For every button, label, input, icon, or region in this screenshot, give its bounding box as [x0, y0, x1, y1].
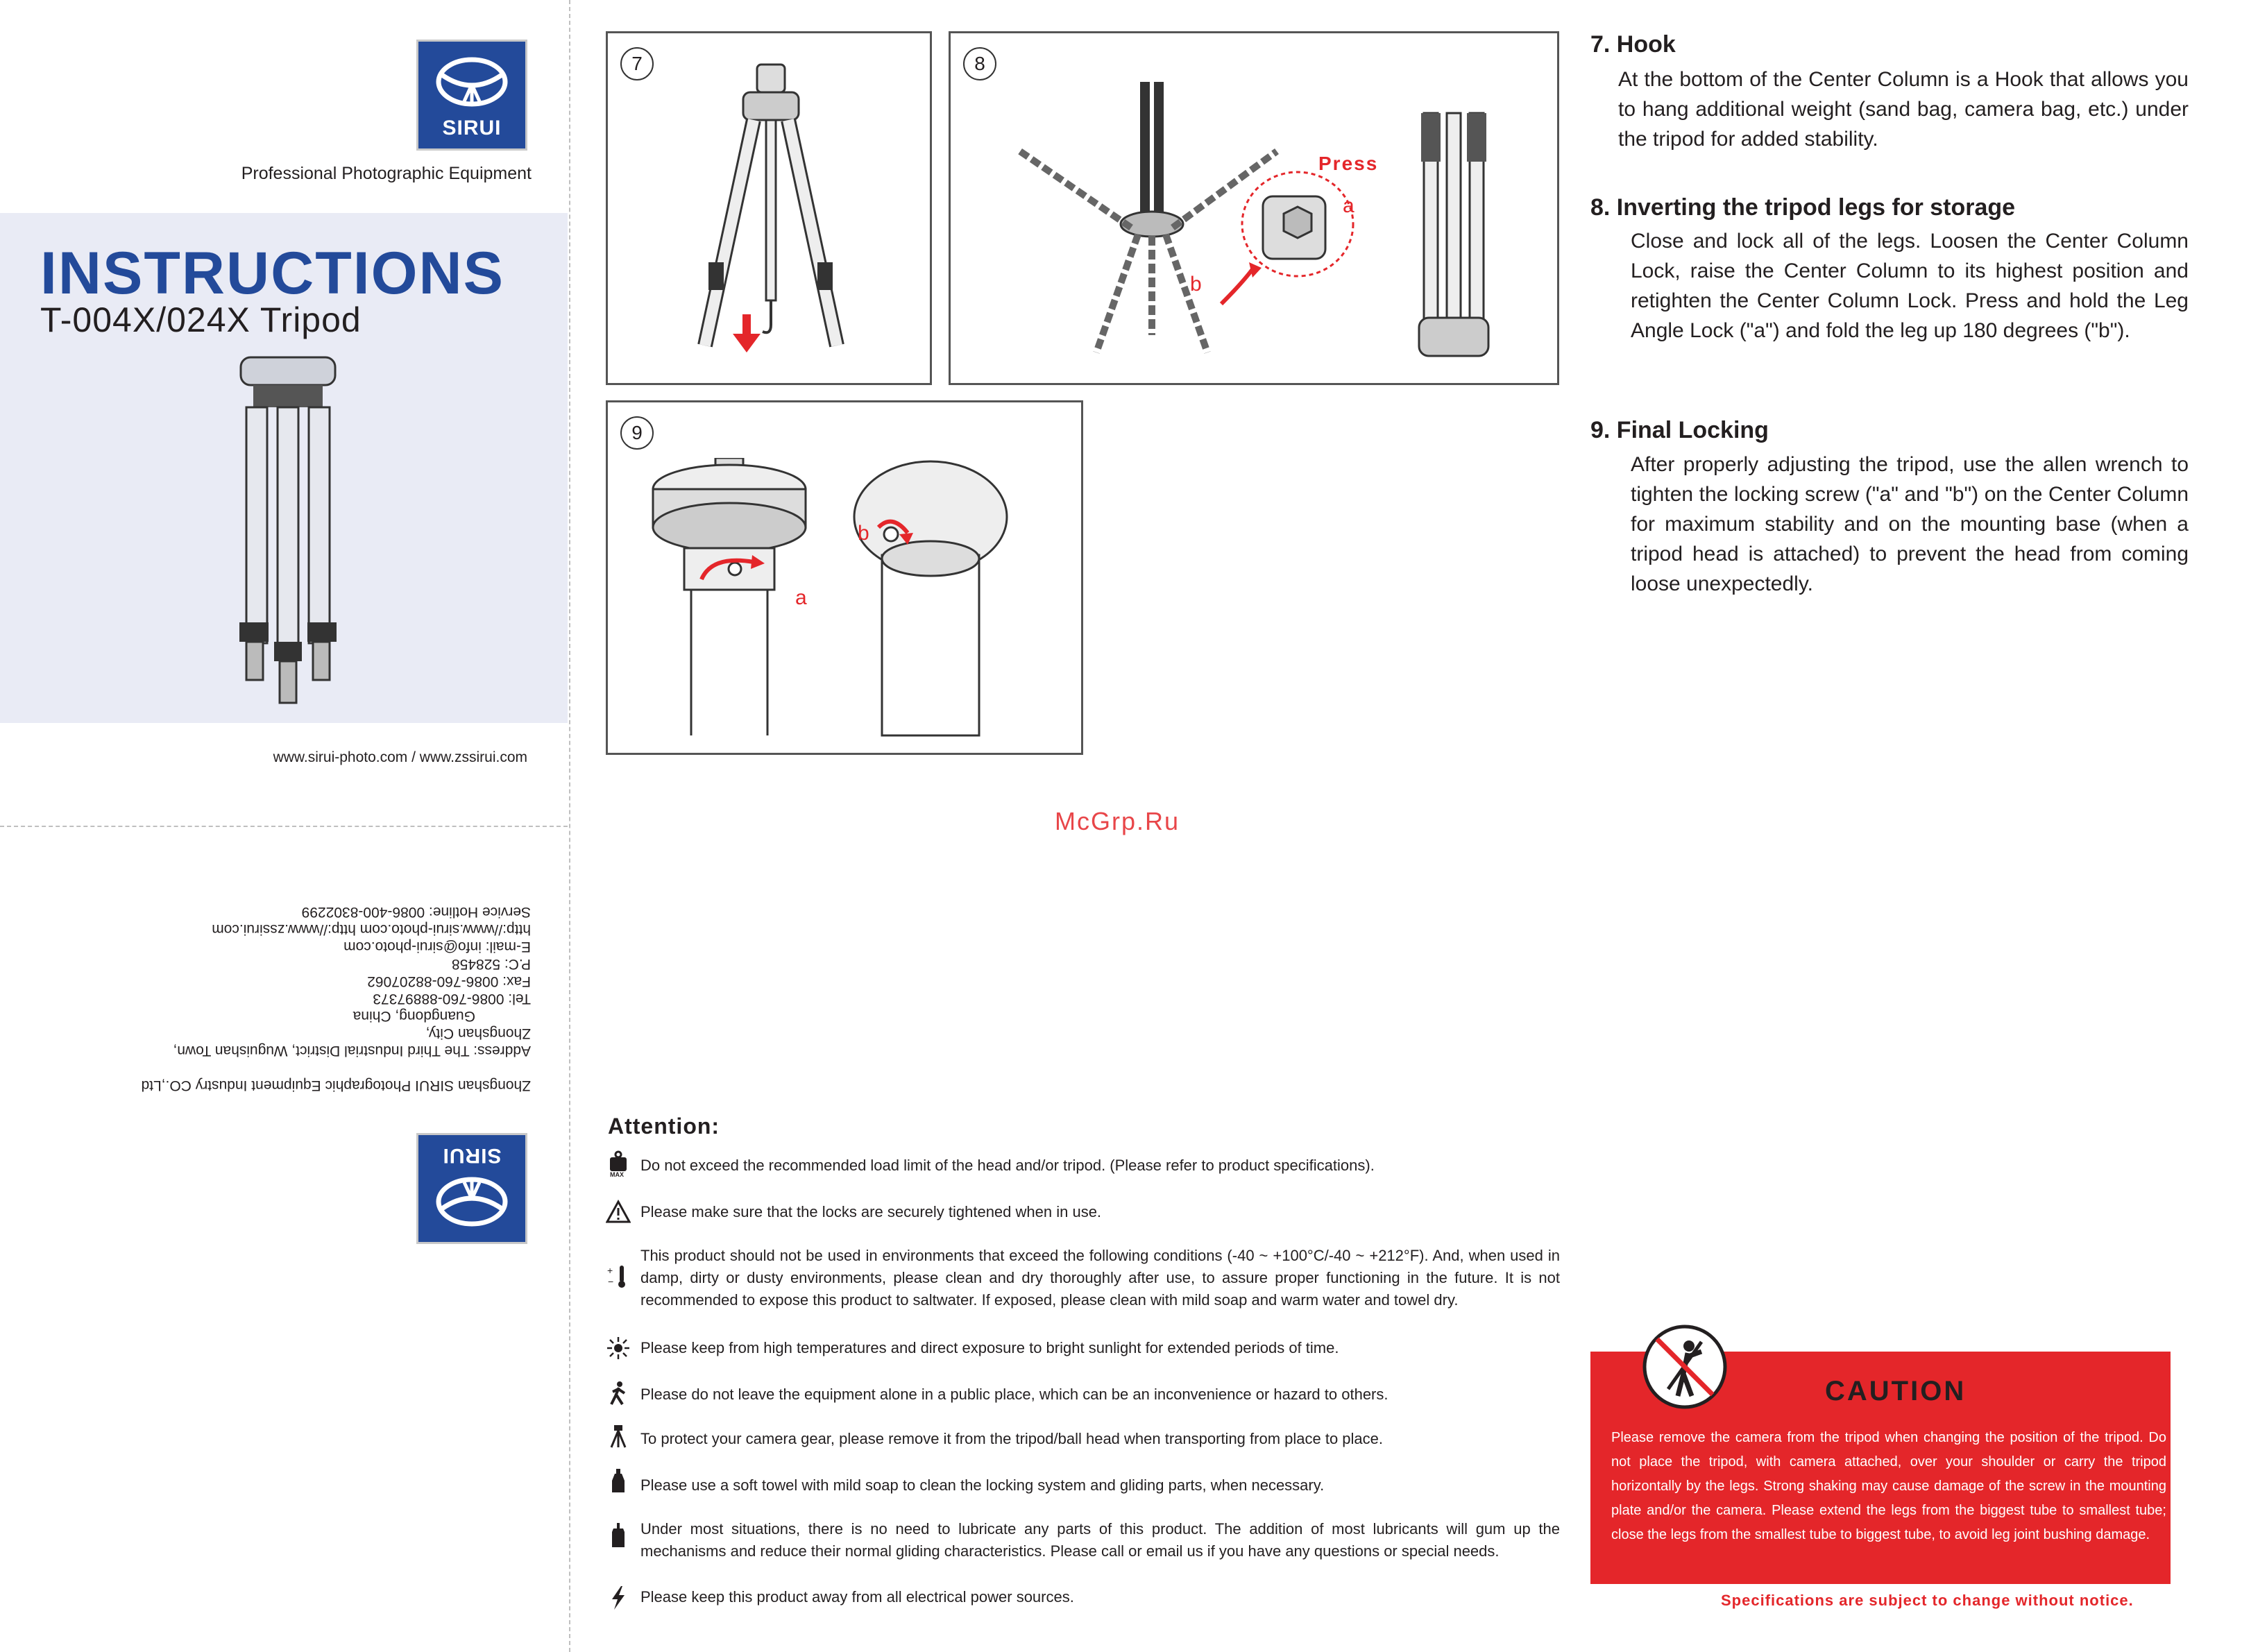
attention-item-5: Please do not leave the equipment alone in a public place, which can be an inconvenience or hazard to others.: [640, 1386, 1388, 1403]
lightning-icon: [606, 1585, 631, 1610]
attention-item-4: Please keep from high temperatures and direct exposure to bright sunlight for extended periods of time.: [640, 1339, 1339, 1356]
contact-block: [132, 903, 531, 1094]
label-a-fig9: a: [795, 586, 807, 609]
tripod-folded-illustration: [226, 350, 350, 711]
label-b-fig9: b: [858, 522, 869, 545]
tripod-camera-icon: [606, 1424, 631, 1449]
figure-9-panel: [606, 400, 1083, 755]
sirui-logo: [416, 40, 527, 151]
walking-person-icon: [606, 1381, 631, 1406]
company-name: Zhongshan SIRUI Photographic Equipment Industry CO.,Ltd: [141, 1078, 531, 1093]
locking-screw-illustration: [636, 458, 1066, 742]
section-8-body: Close and lock all of the legs. Loosen the Center Column Lock, raise the Center Column to its highest position and retighten the Center Column Lock. Press and hold the Leg Angle Lock ("a") and fold the leg up 180 degrees ("b").: [1631, 230, 2189, 342]
postal-code: P.C: 528458: [451, 956, 531, 972]
soap-bottle-icon: [606, 1468, 631, 1493]
tripod-stored-illustration: [1416, 110, 1492, 366]
attention-item-6: To protect your camera gear, please remove it from the tripod/ball head when transporting from place to place.: [640, 1430, 1384, 1447]
figure-8-panel: [949, 31, 1559, 385]
fax: Fax: 0086-760-88207062: [367, 973, 531, 989]
leg-lock-detail: [1221, 165, 1360, 290]
section-8-title: 8. Inverting the tripod legs for storage: [1590, 194, 2016, 221]
section-9-body: After properly adjusting the tripod, use the allen wrench to tighten the locking screw ("a" and "b") on the Center Column for maximum stability and on the mounting base (when a tripod head is attached) to prevent the head from coming loose unexpectedly.: [1631, 453, 2189, 595]
attention-item-7: Please use a soft towel with mild soap to clean the locking system and gliding parts, when necessary.: [640, 1476, 1325, 1494]
figure-8-number: 8: [963, 47, 996, 80]
warning-triangle-icon: [606, 1200, 631, 1225]
logo-brand-name: SIRUI: [442, 117, 502, 139]
tripod-hook-illustration: [663, 61, 878, 366]
service-hotline: Service Hotline: 0086-400-8302299: [301, 904, 531, 920]
attention-item-8: Under most situations, there is no need to lubricate any parts of this product. The addition of most lubricants will gum up the mechanisms and reduce their normal gliding characteristics. Please call or email us if you have any questions or special needs.: [640, 1520, 1560, 1560]
down-arrow-icon: [729, 314, 764, 356]
tel: Tel: 0086-760-88897373: [373, 991, 531, 1007]
attention-title: Attention:: [608, 1114, 720, 1139]
thermometer-icon: [606, 1264, 631, 1289]
email: E-mail: info@sirui-photo.com: [343, 939, 531, 955]
brand-tagline: Professional Photographic Equipment: [241, 164, 532, 183]
address-line-1: Address: The Third Industrial District, Wuguishan Town, Zhongshan City,: [173, 1025, 531, 1059]
attention-item-2: Please make sure that the locks are securely tightened when in use.: [640, 1203, 1102, 1220]
product-model: T-004X/024X Tripod: [40, 300, 362, 339]
figure-7-panel: [606, 31, 932, 385]
section-7-body: At the bottom of the Center Column is a Hook that allows you to hang additional weight (sand bag, camera bag, etc.) under the tripod for added stability.: [1618, 68, 2189, 151]
specifications-note: Specifications are subject to change without notice.: [1721, 1592, 2134, 1609]
web-links: http://www.sirui-photo.com http://www.zssirui.com: [212, 921, 531, 937]
caution-body: Please remove the camera from the tripod when changing the position of the tripod. Do not place the tripod, with camera attached, over your shoulder or carry the tripod horizontally by the legs. Strong shaking may cause damage of the screw in the mounting plate and/or the camera. Please extend the legs from the biggest tube to smallest tube; close the legs from the smallest tube to biggest tube, to avoid leg joint bushing damage.: [1611, 1430, 2166, 1542]
svg-text:−: −: [608, 1276, 614, 1287]
figure-9-number: 9: [620, 416, 654, 450]
page-title: INSTRUCTIONS: [40, 240, 504, 307]
attention-item-3: This product should not be used in environments that exceed the following conditions (-40 ~ +100°C/-40 ~ +212°F). And, when used in damp, dirty or dusty environments, please clean and dry thoroughly after use, to assure proper functioning in the future. It is not recommended to expose this product to saltwater. If exposed, please clean with mild soap and warm water and towel dry.: [640, 1247, 1560, 1309]
section-9-title: 9. Final Locking: [1590, 417, 1769, 443]
sirui-logo-rotated: [416, 1133, 527, 1244]
watermark: McGrp.Ru: [1055, 807, 1180, 835]
attention-item-1: Do not exceed the recommended load limit of the head and/or tripod. (Please refer to product specifications).: [640, 1157, 1375, 1174]
press-label: Press: [1318, 153, 1379, 174]
svg-text:+: +: [607, 1265, 613, 1276]
section-7-title: 7. Hook: [1590, 31, 1676, 58]
fold-divider: [0, 826, 568, 827]
sun-icon: [606, 1336, 631, 1361]
label-a-fig8: a: [1343, 194, 1354, 217]
attention-item-9: Please keep this product away from all electrical power sources.: [640, 1588, 1074, 1606]
address-line-2: Guangdong, China: [353, 1008, 475, 1024]
column-divider: [569, 0, 570, 1652]
no-shoulder-carry-icon: [1642, 1324, 1728, 1410]
lubricant-can-icon: [606, 1523, 631, 1548]
figure-7-number: 7: [620, 47, 654, 80]
logo-brand-name-rotated: SIRUI: [442, 1144, 502, 1167]
caution-title: CAUTION: [1825, 1376, 1967, 1406]
label-b-fig8: b: [1190, 273, 1202, 296]
max-label: MAX: [610, 1171, 624, 1178]
cover-website: www.sirui-photo.com / www.zssirui.com: [273, 749, 527, 765]
